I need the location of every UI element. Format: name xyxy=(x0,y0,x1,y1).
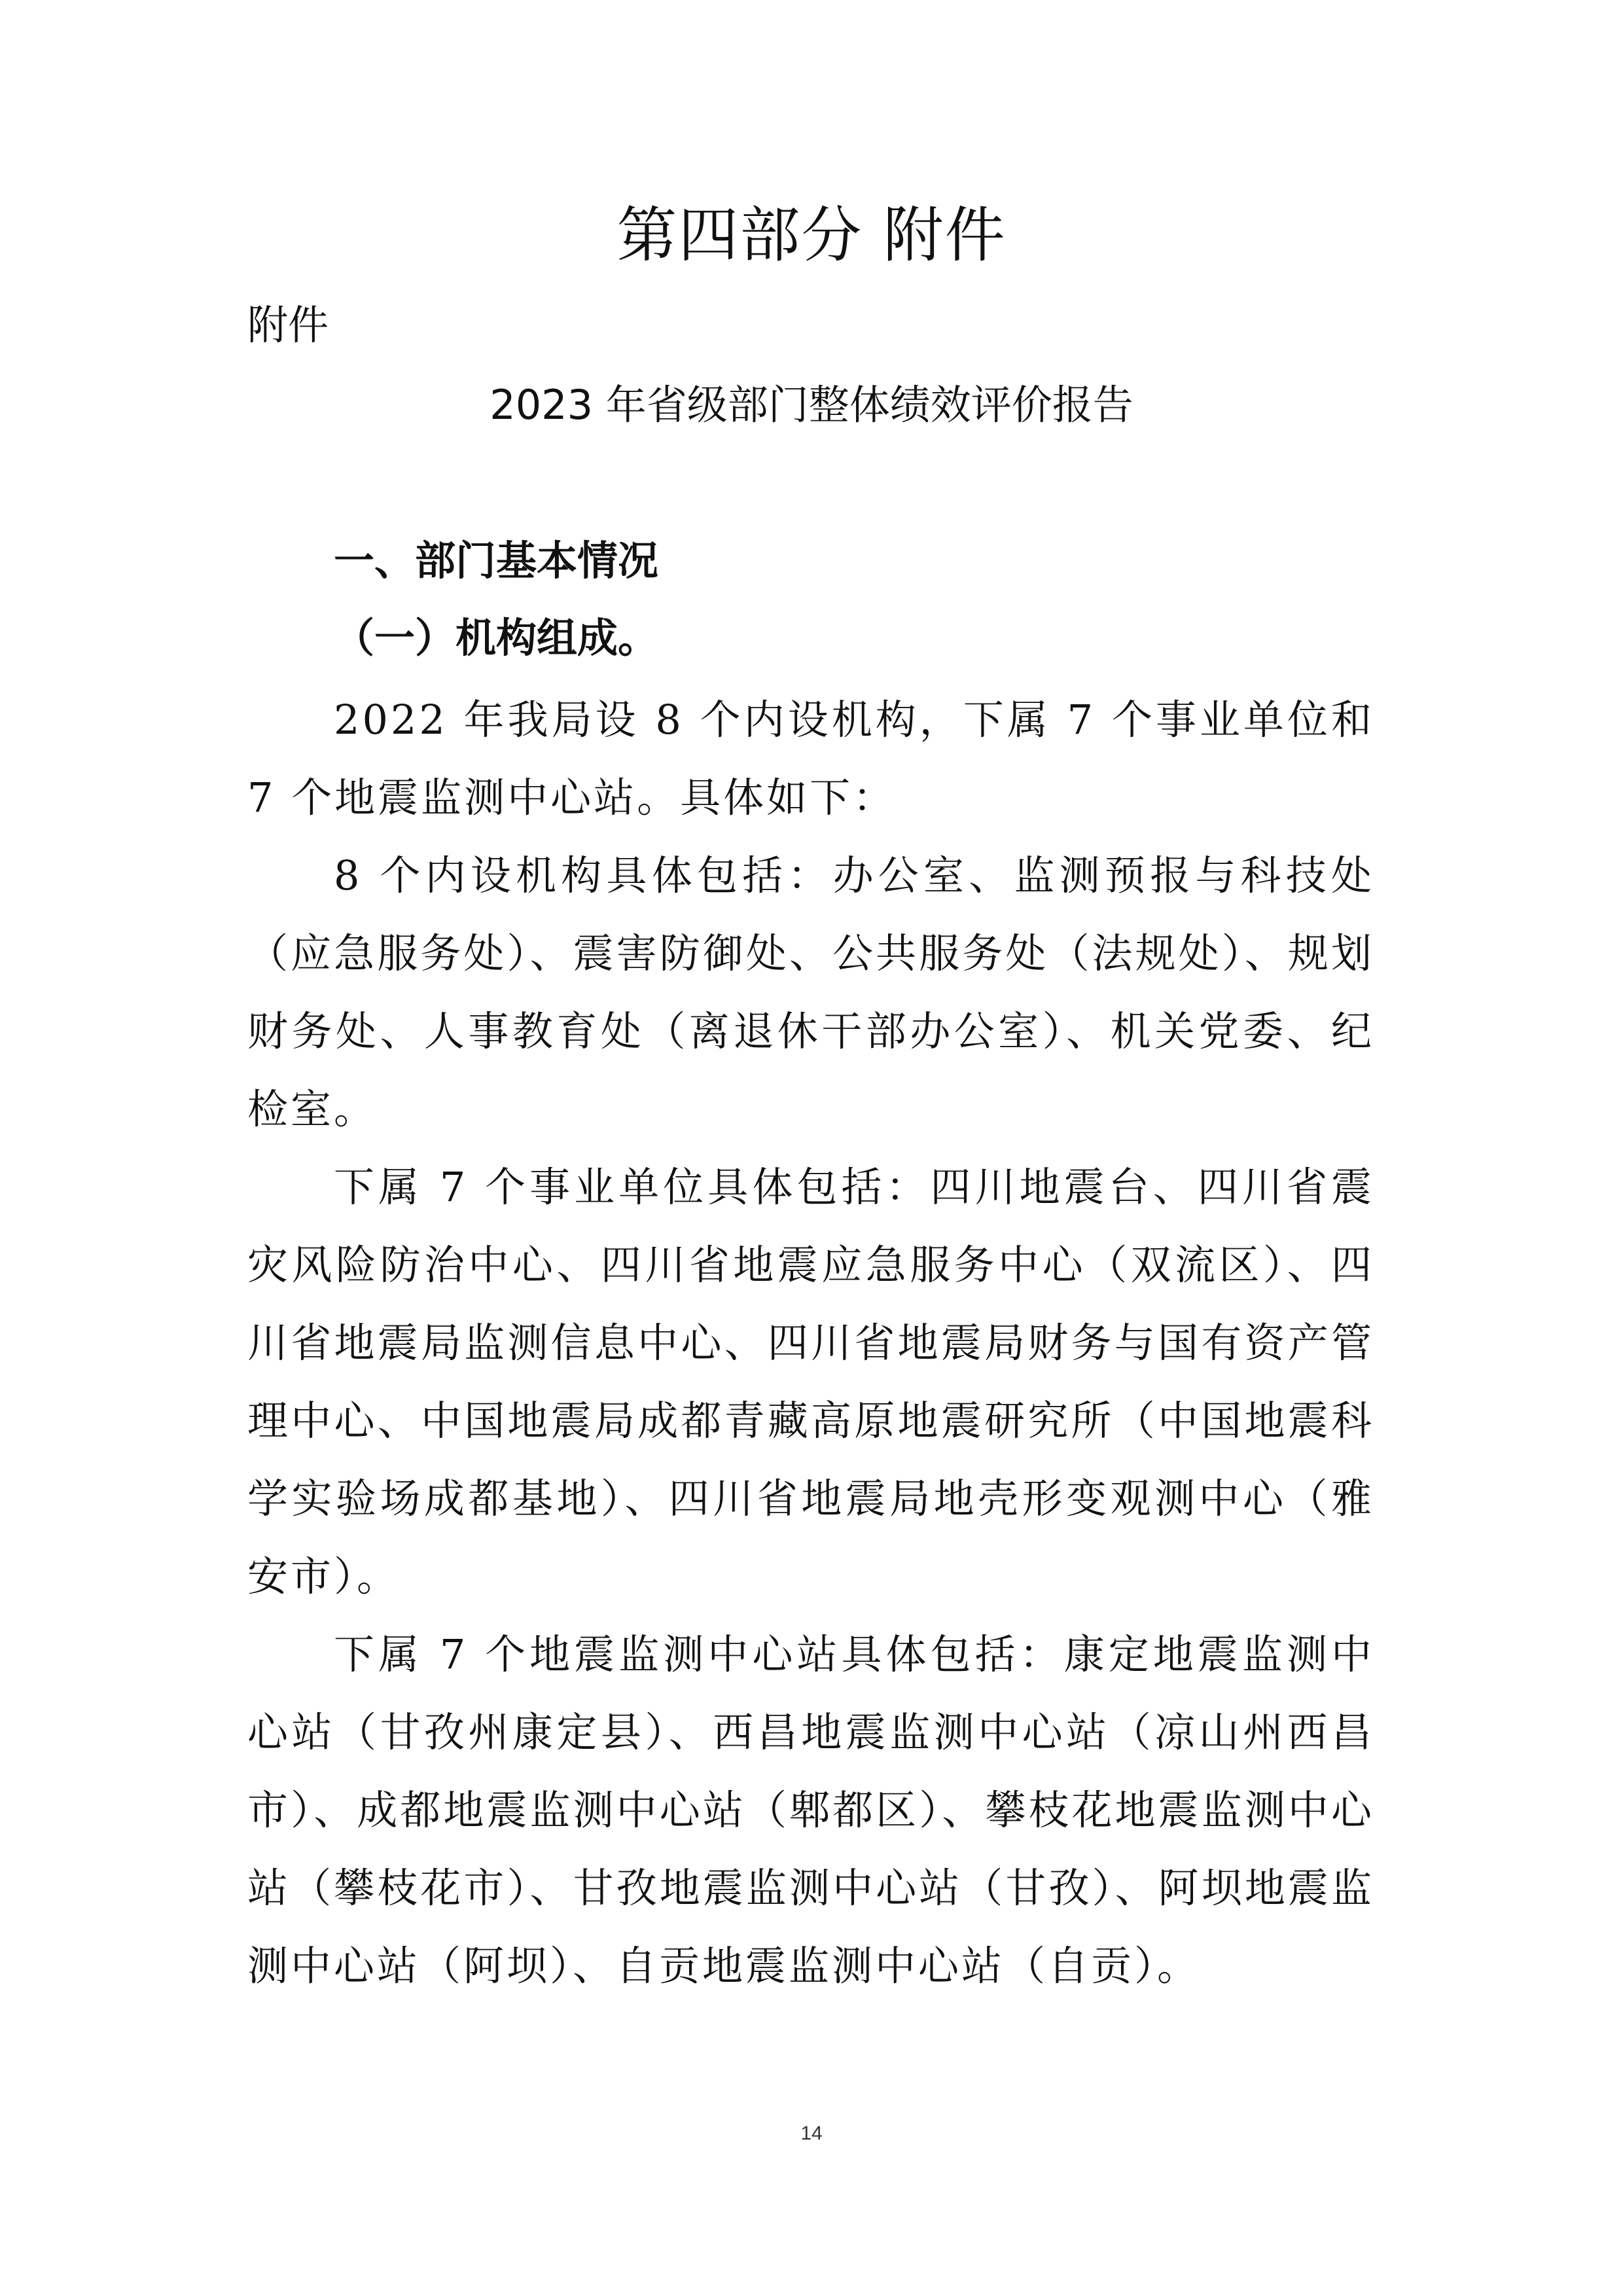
section-heading: 一、部门基本情况 xyxy=(334,537,659,584)
sub-heading: （一）机构组成。 xyxy=(334,614,659,662)
paragraph: 下属 7 个地震监测中心站具体包括：康定地震监测中心站（甘孜州康定县）、西昌地震监测中心站（凉山州西昌市）、成都地震监测中心站（郫都区）、攀枝花地震监测中心站（攀枝花市）、甘孜地震监测中心站（甘孜）、阿坝地震监测中心站（阿坝）、自贡地震监测中心站（自贡）。 xyxy=(247,1630,1374,1990)
part-title: 第四部分 附件 xyxy=(616,200,1007,270)
paragraph: 8 个内设机构具体包括：办公室、监测预报与科技处（应急服务处）、震害防御处、公共服务处（法规处）、规划财务处、人事教育处（离退休干部办公室）、机关党委、纪检室。 xyxy=(247,852,1374,1133)
paragraph: 2022 年我局设 8 个内设机构，下属 7 个事业单位和 7 个地震监测中心站。具体如下： xyxy=(247,696,1374,821)
paragraph: 下属 7 个事业单位具体包括：四川地震台、四川省震灾风险防治中心、四川省地震应急服务中心（双流区）、四川省地震局监测信息中心、四川省地震局财务与国有资产管理中心、中国地震局成都青藏高原地震研究所（中国地震科学实验场成都基地）、四川省地震局地壳形变观测中心（雅安市）。 xyxy=(247,1163,1374,1600)
page-number: 14 xyxy=(800,2123,823,2144)
report-title: 2023 年省级部门整体绩效评价报告 xyxy=(490,381,1133,429)
attachment-label: 附件 xyxy=(247,301,329,349)
body-text xyxy=(247,681,1374,2005)
